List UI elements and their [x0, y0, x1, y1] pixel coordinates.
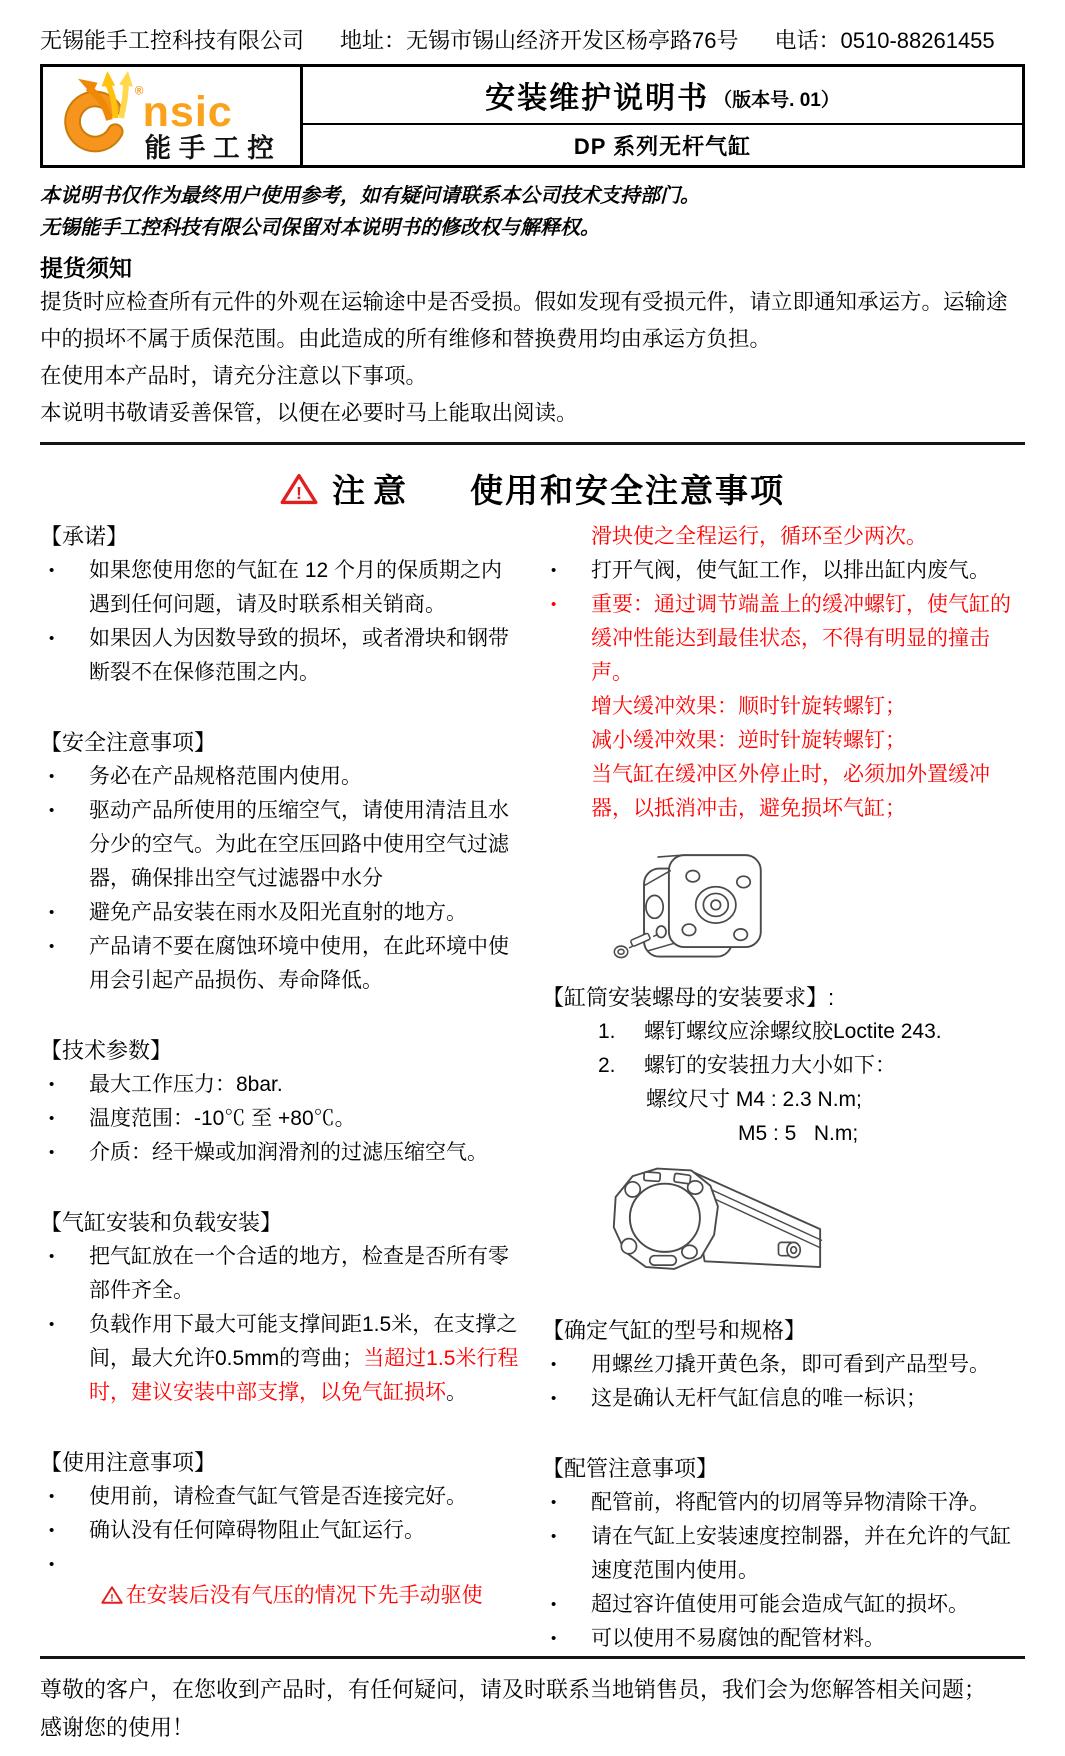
- top-info-bar: [40, 26, 1025, 64]
- company-logo: [43, 67, 303, 165]
- company-phone: 电话：0510-88261455: [774, 28, 995, 53]
- list-item: [542, 520, 1025, 554]
- text-run: 驱动产品所使用的压缩空气，请使用清洁且水分少的空气。为此在空压回路中使用空气过滤器，确保排出空气过滤器中水分: [89, 799, 509, 890]
- list-item-text: [591, 724, 1025, 758]
- text-run: 用螺丝刀撬开黄色条，即可看到产品型号。: [591, 1353, 990, 1376]
- text-run: 温度范围：-10℃ 至 +80℃。: [89, 1107, 356, 1130]
- pickup-paragraph: 在使用本产品时，请充分注意以下事项。: [40, 364, 428, 388]
- list-item-text: [738, 1117, 1025, 1151]
- text-run: 重要：通过调节端盖上的缓冲螺钉，使气缸的缓冲性能达到最佳状态，不得有明显的撞击声。: [591, 593, 1011, 684]
- list-item-text: [89, 1480, 520, 1514]
- list-item-text: [89, 554, 520, 622]
- section-divider: [40, 442, 1025, 445]
- text-run: 当超过1.5米行程时，建议安装中部支撑，以免气缸损坏: [89, 1347, 519, 1404]
- number-marker: 2.: [598, 1054, 616, 1077]
- bullet-marker: •: [551, 562, 557, 579]
- bullet-marker: •: [551, 1356, 557, 1373]
- text-run: 减小缓冲效果：逆时针旋转螺钉；: [591, 729, 906, 752]
- list-item: [40, 554, 520, 622]
- bullet-marker: •: [49, 904, 55, 921]
- svg-text:!: !: [296, 482, 302, 503]
- list-item: [542, 554, 1025, 588]
- bullet-marker: •: [49, 562, 55, 579]
- list-item: [40, 794, 520, 896]
- list-item: [542, 1486, 1025, 1520]
- doc-title-cell: [303, 67, 1022, 125]
- list-item-text: [591, 520, 1025, 554]
- doc-version: （版本号. 01）: [713, 89, 840, 111]
- section-gap: [40, 998, 520, 1034]
- footer-line: 尊敬的客户，在您收到产品时，有任何疑问，请及时联系当地销售员，我们会为您解答相关问题；: [40, 1677, 987, 1702]
- text-run: 如果因人为因数导致的损坏，或者滑块和钢带断裂不在保修范围之内。: [89, 627, 509, 684]
- bullet-marker: •: [49, 1556, 55, 1573]
- caution-title: 使用和安全注意事项: [470, 472, 785, 509]
- pickup-paragraph: 提货时应检查所有元件的外观在运输途中是否受损。假如发现有受损元件，请立即通知承运方。运输途中的损坏不属于质保范围。由此造成的所有维修和替换费用均由承运方负担。: [40, 290, 1008, 351]
- list-item-text: [89, 1102, 520, 1136]
- logo-caption: 能手工控: [144, 133, 282, 163]
- company-address: 地址：无锡市锡山经济开发区杨亭路76号: [340, 28, 739, 53]
- list-item: [40, 760, 520, 794]
- text-run: M5 : 5 N.m;: [738, 1122, 859, 1145]
- list-item: [40, 1514, 520, 1548]
- list-item: [542, 1117, 1025, 1151]
- barrel-figure: [598, 1161, 1025, 1308]
- list-item: [542, 690, 1025, 724]
- number-marker: 1.: [598, 1020, 616, 1043]
- svg-text:!: !: [109, 1592, 114, 1604]
- list-item: [542, 1520, 1025, 1588]
- text-run: 滑块使之全程运行，循环至少两次。: [591, 525, 927, 548]
- list-item: [40, 896, 520, 930]
- text-run: 使用前，请检查气缸气管是否连接完好。: [89, 1485, 467, 1508]
- list-item-text: [591, 1348, 1025, 1382]
- list-item-text: [644, 1015, 1025, 1049]
- text-run: 把气缸放在一个合适的地方，检查是否所有零部件齐全。: [89, 1245, 509, 1302]
- footer-line: 感谢您的使用！: [40, 1715, 195, 1740]
- bullet-marker: •: [551, 1528, 557, 1545]
- list-item: [40, 1308, 520, 1410]
- pickup-paragraph: 本说明书敬请妥善保管，以便在必要时马上能取出阅读。: [40, 401, 578, 425]
- list-item-text: [591, 690, 1025, 724]
- list-item-text: [89, 1136, 520, 1170]
- list-item-text: [591, 1588, 1025, 1622]
- warning-triangle-icon: [89, 1548, 123, 1616]
- list-item-text: [89, 1308, 520, 1410]
- bullet-marker: •: [551, 1494, 557, 1511]
- list-item-text: [591, 1486, 1025, 1520]
- footer-note: [40, 1656, 1025, 1747]
- list-item-text: [591, 1622, 1025, 1656]
- text-run: 确认没有任何障碍物阻止气缸运行。: [89, 1519, 425, 1542]
- bullet-marker: •: [49, 1110, 55, 1127]
- text-run: 务必在产品规格范围内使用。: [89, 765, 362, 788]
- text-run: 在安装后没有气压的情况下先手动驱使: [125, 1584, 483, 1607]
- bullet-marker: •: [49, 1144, 55, 1161]
- section-heading: 【气缸安装和负载安装】: [40, 1210, 283, 1235]
- list-item-text: [89, 930, 520, 998]
- list-item-text: [591, 588, 1025, 690]
- text-run: 可以使用不易腐蚀的配管材料。: [591, 1627, 885, 1650]
- list-item: [542, 588, 1025, 690]
- warning-triangle-icon: [280, 472, 318, 506]
- bullet-marker: •: [49, 938, 55, 955]
- list-item: [542, 724, 1025, 758]
- list-item-text: [89, 896, 520, 930]
- bullet-marker: •: [49, 1316, 55, 1333]
- doc-subtitle: DP 系列无杆气缸: [573, 133, 752, 159]
- column-left: [40, 520, 520, 1616]
- list-item-text: [89, 1240, 520, 1308]
- section-heading: 【配管注意事项】: [542, 1456, 719, 1481]
- caution-heading: [40, 465, 1025, 512]
- section-heading: 【承诺】: [40, 524, 129, 549]
- pickup-heading: 提货须知: [40, 255, 132, 281]
- column-right: [520, 520, 1025, 1656]
- list-item-text: [591, 758, 1025, 826]
- list-item-text: [591, 554, 1025, 588]
- text-run: 螺纹尺寸 M4 : 2.3 N.m;: [646, 1088, 862, 1111]
- bullet-marker: •: [49, 630, 55, 647]
- section-heading: 【安全注意事项】: [40, 730, 217, 755]
- list-item-text: [89, 794, 520, 896]
- text-run: 产品请不要在腐蚀环境中使用，在此环境中使用会引起产品损伤、寿命降低。: [89, 935, 509, 992]
- section-gap: [542, 1416, 1025, 1452]
- section-gap: [40, 690, 520, 726]
- bullet-marker: •: [49, 1488, 55, 1505]
- list-item: [542, 1382, 1025, 1416]
- list-item: [542, 1015, 1025, 1049]
- list-item-text: [89, 622, 520, 690]
- company-name: 无锡能手工控科技有限公司: [40, 28, 305, 53]
- list-item-text: [89, 760, 520, 794]
- bullet-marker: •: [49, 802, 55, 819]
- list-item: [40, 1136, 520, 1170]
- endcap-figure: [598, 836, 1025, 975]
- list-item-text: [591, 1520, 1025, 1588]
- bullet-marker: •: [49, 768, 55, 785]
- barrel-drawing: [598, 1161, 834, 1303]
- list-item: [542, 758, 1025, 826]
- bullet-marker: •: [49, 1522, 55, 1539]
- text-run: 。: [446, 1381, 467, 1404]
- list-item: [40, 930, 520, 998]
- text-run: 螺钉的安装扭力大小如下：: [644, 1054, 896, 1077]
- bullet-marker: •: [49, 1076, 55, 1093]
- section-heading: 【缸筒安装螺母的安装要求】:: [542, 985, 835, 1010]
- disclaimer-line: 无锡能手工控科技有限公司保留对本说明书的修改权与解释权。: [40, 217, 600, 239]
- disclaimer-line: 本说明书仅作为最终用户使用参考，如有疑问请联系本公司技术支持部门。: [40, 185, 700, 207]
- text-run: 介质：经干燥或加润滑剂的过滤压缩空气。: [89, 1141, 488, 1164]
- section-gap: [40, 1170, 520, 1206]
- text-run: 负载作用下最大可能支撑间距1.5米，在支撑之间，最大允许0.5mm的弯曲；: [89, 1313, 518, 1370]
- list-item-text: [644, 1049, 1025, 1083]
- list-item: [40, 1240, 520, 1308]
- list-item-text: [89, 1548, 520, 1616]
- disclaimer-block: [40, 180, 1025, 244]
- list-item: [40, 1548, 520, 1616]
- bullet-marker: •: [49, 1248, 55, 1265]
- endcap-drawing: [598, 836, 780, 970]
- list-item: [542, 1588, 1025, 1622]
- list-item: [40, 1480, 520, 1514]
- text-run: 打开气阀，使气缸工作，以排出缸内废气。: [591, 559, 990, 582]
- text-run: 超过容许值使用可能会造成气缸的损坏。: [591, 1593, 969, 1616]
- section-heading: 【确定气缸的型号和规格】: [542, 1318, 807, 1343]
- text-run: 这是确认无杆气缸信息的唯一标识；: [591, 1387, 927, 1410]
- text-run: 螺钉螺纹应涂螺纹胶Loctite 243.: [644, 1020, 942, 1043]
- brand-text: nsic: [142, 87, 233, 136]
- list-item: [542, 1049, 1025, 1083]
- text-run: 避免产品安装在雨水及阳光直射的地方。: [89, 901, 467, 924]
- doc-title: 安装维护说明书: [485, 82, 710, 115]
- caution-label: 注意: [332, 472, 414, 509]
- header-table: [40, 64, 1025, 168]
- nsic-logo-icon: [53, 69, 291, 163]
- bullet-marker: •: [551, 1630, 557, 1647]
- section-gap: [40, 1410, 520, 1446]
- text-run: 请在气缸上安装速度控制器，并在允许的气缸速度范围内使用。: [591, 1525, 1011, 1582]
- registered-mark: ®: [134, 84, 143, 98]
- list-item-text: [89, 1514, 520, 1548]
- list-item: [542, 1622, 1025, 1656]
- list-item: [40, 1102, 520, 1136]
- list-item-text: [89, 1068, 520, 1102]
- content-columns: [40, 520, 1025, 1656]
- text-run: 增大缓冲效果：顺时针旋转螺钉；: [591, 695, 906, 718]
- list-item: [40, 1068, 520, 1102]
- text-run: 如果您使用您的气缸在 12 个月的保质期之内遇到任何问题，请及时联系相关销商。: [89, 559, 503, 616]
- bullet-marker: •: [551, 1390, 557, 1407]
- list-item-text: [646, 1083, 1025, 1117]
- list-item-text: [591, 1382, 1025, 1416]
- text-run: 配管前，将配管内的切屑等异物清除干净。: [591, 1491, 990, 1514]
- text-run: 当气缸在缓冲区外停止时，必须加外置缓冲器，以抵消冲击，避免损坏气缸；: [591, 763, 990, 820]
- list-item: [542, 1348, 1025, 1382]
- bullet-marker: •: [551, 596, 557, 613]
- bullet-marker: •: [551, 1596, 557, 1613]
- list-item: [40, 622, 520, 690]
- text-run: 最大工作压力：8bar.: [89, 1073, 283, 1096]
- list-item: [542, 1083, 1025, 1117]
- section-heading: 【技术参数】: [40, 1038, 173, 1063]
- section-heading: 【使用注意事项】: [40, 1450, 217, 1475]
